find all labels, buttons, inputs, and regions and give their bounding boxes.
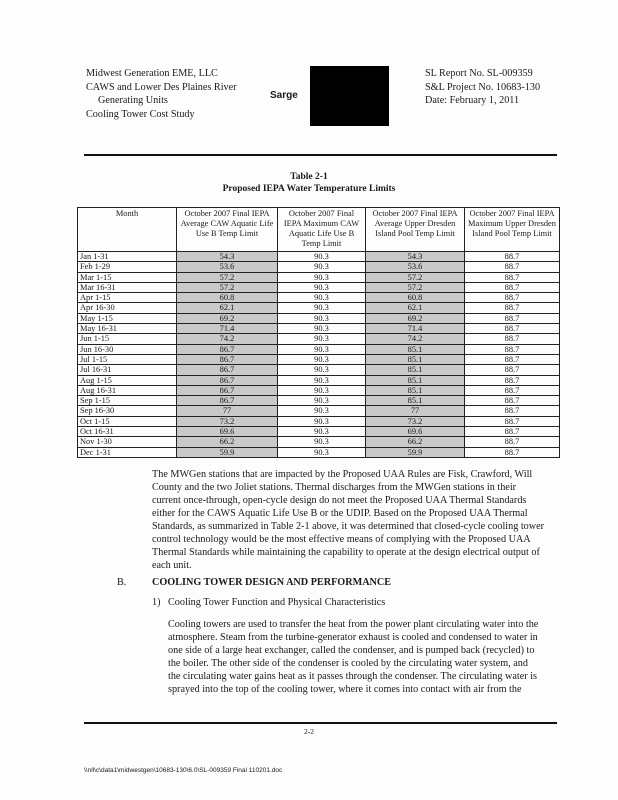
paragraph-line: the circulating water gains heat as it passes through the condenser. The circulating water is (168, 671, 537, 682)
paragraph-line: Cooling towers are used to transfer the heat from the power plant circulating water into the (168, 619, 539, 630)
temp-limit-cell: 85.1 (366, 385, 465, 395)
temp-limit-cell: 59.9 (177, 447, 278, 457)
month-cell: May 1-15 (78, 313, 177, 323)
temp-limit-cell: 62.1 (177, 303, 278, 313)
temp-limit-cell: 90.3 (278, 354, 366, 364)
table-row (78, 282, 560, 292)
temp-limit-cell: 74.2 (177, 334, 278, 344)
temp-limit-cell: 77 (366, 406, 465, 416)
table-row (78, 303, 560, 313)
temp-limit-cell: 88.7 (465, 385, 560, 395)
month-cell: Jan 1-31 (78, 252, 177, 262)
month-cell: Jul 16-31 (78, 365, 177, 375)
table-row (78, 334, 560, 344)
table-row (78, 427, 560, 437)
temp-limit-cell: 86.7 (177, 365, 278, 375)
temp-limit-cell: 90.3 (278, 262, 366, 272)
footer-rule (84, 722, 557, 724)
temp-limit-cell: 69.2 (366, 313, 465, 323)
column-header: October 2007 Final IEPA Average Upper Dresden Island Pool Temp Limit (366, 208, 465, 252)
temp-limit-cell: 90.3 (278, 272, 366, 282)
temp-limit-cell: 54.3 (366, 252, 465, 262)
study-name: Cooling Tower Cost Study (86, 108, 195, 120)
month-cell: Sep 16-30 (78, 406, 177, 416)
month-cell: Dec 1-31 (78, 447, 177, 457)
temp-limit-cell: 88.7 (465, 344, 560, 354)
temp-limit-cell: 57.2 (177, 272, 278, 282)
table-row (78, 396, 560, 406)
temp-limit-cell: 90.3 (278, 282, 366, 292)
column-header: October 2007 Final IEPA Maximum Upper Dresden Island Pool Temp Limit (465, 208, 560, 252)
table-row (78, 354, 560, 364)
month-cell: Aug 16-31 (78, 385, 177, 395)
temp-limit-cell: 88.7 (465, 252, 560, 262)
month-cell: Mar 16-31 (78, 282, 177, 292)
header-rule (84, 154, 557, 156)
temp-limit-cell: 90.3 (278, 313, 366, 323)
temp-limit-cell: 90.3 (278, 334, 366, 344)
paragraph-impacted-stations (152, 468, 544, 572)
temp-limit-cell: 88.7 (465, 324, 560, 334)
temp-limit-cell: 86.7 (177, 385, 278, 395)
temp-limit-cell: 90.3 (278, 447, 366, 457)
temp-limit-cell: 57.2 (366, 282, 465, 292)
temp-limit-cell: 77 (177, 406, 278, 416)
header-left (86, 67, 237, 121)
temp-limit-cell: 90.3 (278, 365, 366, 375)
month-cell: Nov 1-30 (78, 437, 177, 447)
month-cell: Oct 16-31 (78, 427, 177, 437)
table-row (78, 447, 560, 457)
paragraph-line: either for the CAWS Aquatic Life Use B or the UDIP. Based on the Proposed UAA Thermal (152, 508, 528, 519)
month-cell: Apr 16-30 (78, 303, 177, 313)
temp-limit-cell: 90.3 (278, 344, 366, 354)
temp-limit-cell: 88.7 (465, 396, 560, 406)
temp-limit-cell: 69.6 (177, 427, 278, 437)
temp-limit-cell: 59.9 (366, 447, 465, 457)
table-row (78, 313, 560, 323)
temp-limit-cell: 90.3 (278, 293, 366, 303)
temp-limit-cell: 54.3 (177, 252, 278, 262)
month-cell: Mar 1-15 (78, 272, 177, 282)
month-cell: Oct 1-15 (78, 416, 177, 426)
month-cell: Jul 1-15 (78, 354, 177, 364)
temp-limit-cell: 88.7 (465, 334, 560, 344)
temp-limit-cell: 60.8 (366, 293, 465, 303)
temp-limit-cell: 88.7 (465, 416, 560, 426)
table-row (78, 406, 560, 416)
column-header: October 2007 Final IEPA Maximum CAW Aquatic Life Use B Temp Limit (278, 208, 366, 252)
temp-limit-cell: 69.6 (366, 427, 465, 437)
paragraph-line: control technology would be the most effective means of complying with the Proposed UAA (152, 534, 531, 545)
paragraph-line: County and the two Joliet stations. Thermal discharges from the MWGen stations in their (152, 482, 517, 493)
temp-limit-cell: 90.3 (278, 437, 366, 447)
temp-limit-cell: 86.7 (177, 375, 278, 385)
page-number: 2-2 (304, 727, 314, 736)
temp-limit-cell: 88.7 (465, 375, 560, 385)
project-number: S&L Project No. 10683-130 (425, 81, 541, 93)
table-row (78, 262, 560, 272)
paragraph-line: current once-through, open-cycle design do not meet the Proposed UAA Thermal Standards (152, 495, 527, 506)
temp-limit-cell: 60.8 (177, 293, 278, 303)
temp-limit-cell: 90.3 (278, 303, 366, 313)
table-row (78, 293, 560, 303)
temp-limit-cell: 88.7 (465, 293, 560, 303)
company-name: Midwest Generation EME, LLC (86, 68, 218, 79)
temp-limit-cell: 90.3 (278, 375, 366, 385)
section-letter: B. (117, 577, 127, 588)
column-header: October 2007 Final IEPA Average CAW Aquatic Life Use B Temp Limit (177, 208, 278, 252)
temp-limit-cell: 62.1 (366, 303, 465, 313)
temp-limit-cell: 85.1 (366, 396, 465, 406)
temp-limit-cell: 53.6 (366, 262, 465, 272)
temp-limit-cell: 88.7 (465, 427, 560, 437)
temp-limit-cell: 57.2 (366, 272, 465, 282)
report-number: SL Report No. SL-009359 (425, 68, 533, 79)
temp-limit-cell: 88.7 (465, 406, 560, 416)
table-row (78, 252, 560, 262)
redacted-logo (310, 66, 389, 126)
table-row (78, 385, 560, 395)
temp-limit-cell: 85.1 (366, 344, 465, 354)
month-cell: Sep 1-15 (78, 396, 177, 406)
subsection-heading: Cooling Tower Function and Physical Characteristics (168, 597, 386, 608)
paragraph-line: one side of a large heat exchanger, called the condenser, and is pumped back (recycled) to (168, 645, 535, 656)
temp-limit-cell: 85.1 (366, 375, 465, 385)
temp-limit-cell: 90.3 (278, 252, 366, 262)
table-row (78, 365, 560, 375)
temp-limit-cell: 71.4 (366, 324, 465, 334)
temp-limit-cell: 88.7 (465, 437, 560, 447)
project-name: CAWS and Lower Des Plaines River (86, 81, 237, 93)
temp-limit-cell: 90.3 (278, 427, 366, 437)
temp-limit-cell: 86.7 (177, 344, 278, 354)
paragraph-line: Standards, as summarized in Table 2-1 above, it was determined that closed-cycle cooling tower (152, 521, 545, 532)
temp-limit-cell: 74.2 (366, 334, 465, 344)
logo-text: Sarge (270, 90, 298, 101)
temp-limit-cell: 69.2 (177, 313, 278, 323)
table-title: Proposed IEPA Water Temperature Limits (222, 184, 396, 194)
paragraph-line: The MWGen stations that are impacted by the Proposed UAA Rules are Fisk, Crawford, Will (152, 469, 533, 480)
temp-limit-cell: 73.2 (177, 416, 278, 426)
temp-limit-cell: 73.2 (366, 416, 465, 426)
temp-limit-cell: 90.3 (278, 416, 366, 426)
table-row (78, 344, 560, 354)
temp-limit-cell: 66.2 (177, 437, 278, 447)
table-header-row (78, 208, 560, 252)
temp-limit-cell: 88.7 (465, 262, 560, 272)
temp-limit-cell: 85.1 (366, 354, 465, 364)
month-cell: Jun 1-15 (78, 334, 177, 344)
temp-limit-cell: 88.7 (465, 272, 560, 282)
section-heading: COOLING TOWER DESIGN AND PERFORMANCE (152, 577, 392, 588)
table-row (78, 437, 560, 447)
temp-limit-cell: 90.3 (278, 385, 366, 395)
table-number: Table 2-1 (290, 172, 328, 182)
temp-limit-cell: 66.2 (366, 437, 465, 447)
table-row (78, 272, 560, 282)
paragraph-cooling-towers (168, 618, 538, 696)
paragraph-line: each unit. (152, 560, 192, 571)
month-cell: Feb 1-29 (78, 262, 177, 272)
temp-limit-cell: 71.4 (177, 324, 278, 334)
project-name-cont: Generating Units (98, 95, 168, 107)
header-right (425, 67, 540, 108)
paragraph-line: sprayed into the top of the cooling tower, where it comes into contact with air from the (168, 684, 522, 695)
temp-limit-cell: 90.3 (278, 324, 366, 334)
subsection-number: 1) (152, 597, 161, 608)
temp-limit-cell: 88.7 (465, 365, 560, 375)
month-cell: Aug 1-15 (78, 375, 177, 385)
table-row (78, 324, 560, 334)
temperature-limits-table (77, 207, 560, 458)
table-row (78, 375, 560, 385)
temp-limit-cell: 85.1 (366, 365, 465, 375)
temp-limit-cell: 90.3 (278, 396, 366, 406)
table-row (78, 416, 560, 426)
temp-limit-cell: 88.7 (465, 447, 560, 457)
report-date: Date: February 1, 2011 (425, 95, 520, 107)
temp-limit-cell: 88.7 (465, 354, 560, 364)
temp-limit-cell: 86.7 (177, 354, 278, 364)
temp-limit-cell: 88.7 (465, 303, 560, 313)
paragraph-line: the boiler. The other side of the condenser is cooled by the circulating water system, and (168, 658, 528, 669)
month-cell: Apr 1-15 (78, 293, 177, 303)
temp-limit-cell: 53.6 (177, 262, 278, 272)
temp-limit-cell: 90.3 (278, 406, 366, 416)
column-header: Month (78, 208, 177, 252)
paragraph-line: atmosphere. Steam from the turbine-generator exhaust is cooled and condensed to water in (168, 632, 538, 643)
month-cell: Jun 16-30 (78, 344, 177, 354)
temp-limit-cell: 86.7 (177, 396, 278, 406)
temp-limit-cell: 57.2 (177, 282, 278, 292)
file-path: \\nll\c\data1\midwestgen\10683-130\6.0\SL-009359 Final 110201.doc (84, 767, 283, 774)
month-cell: May 16-31 (78, 324, 177, 334)
temp-limit-cell: 88.7 (465, 282, 560, 292)
temp-limit-cell: 88.7 (465, 313, 560, 323)
paragraph-line: Thermal Standards while maintaining the capability to operate at the design electrical output of (152, 547, 540, 558)
